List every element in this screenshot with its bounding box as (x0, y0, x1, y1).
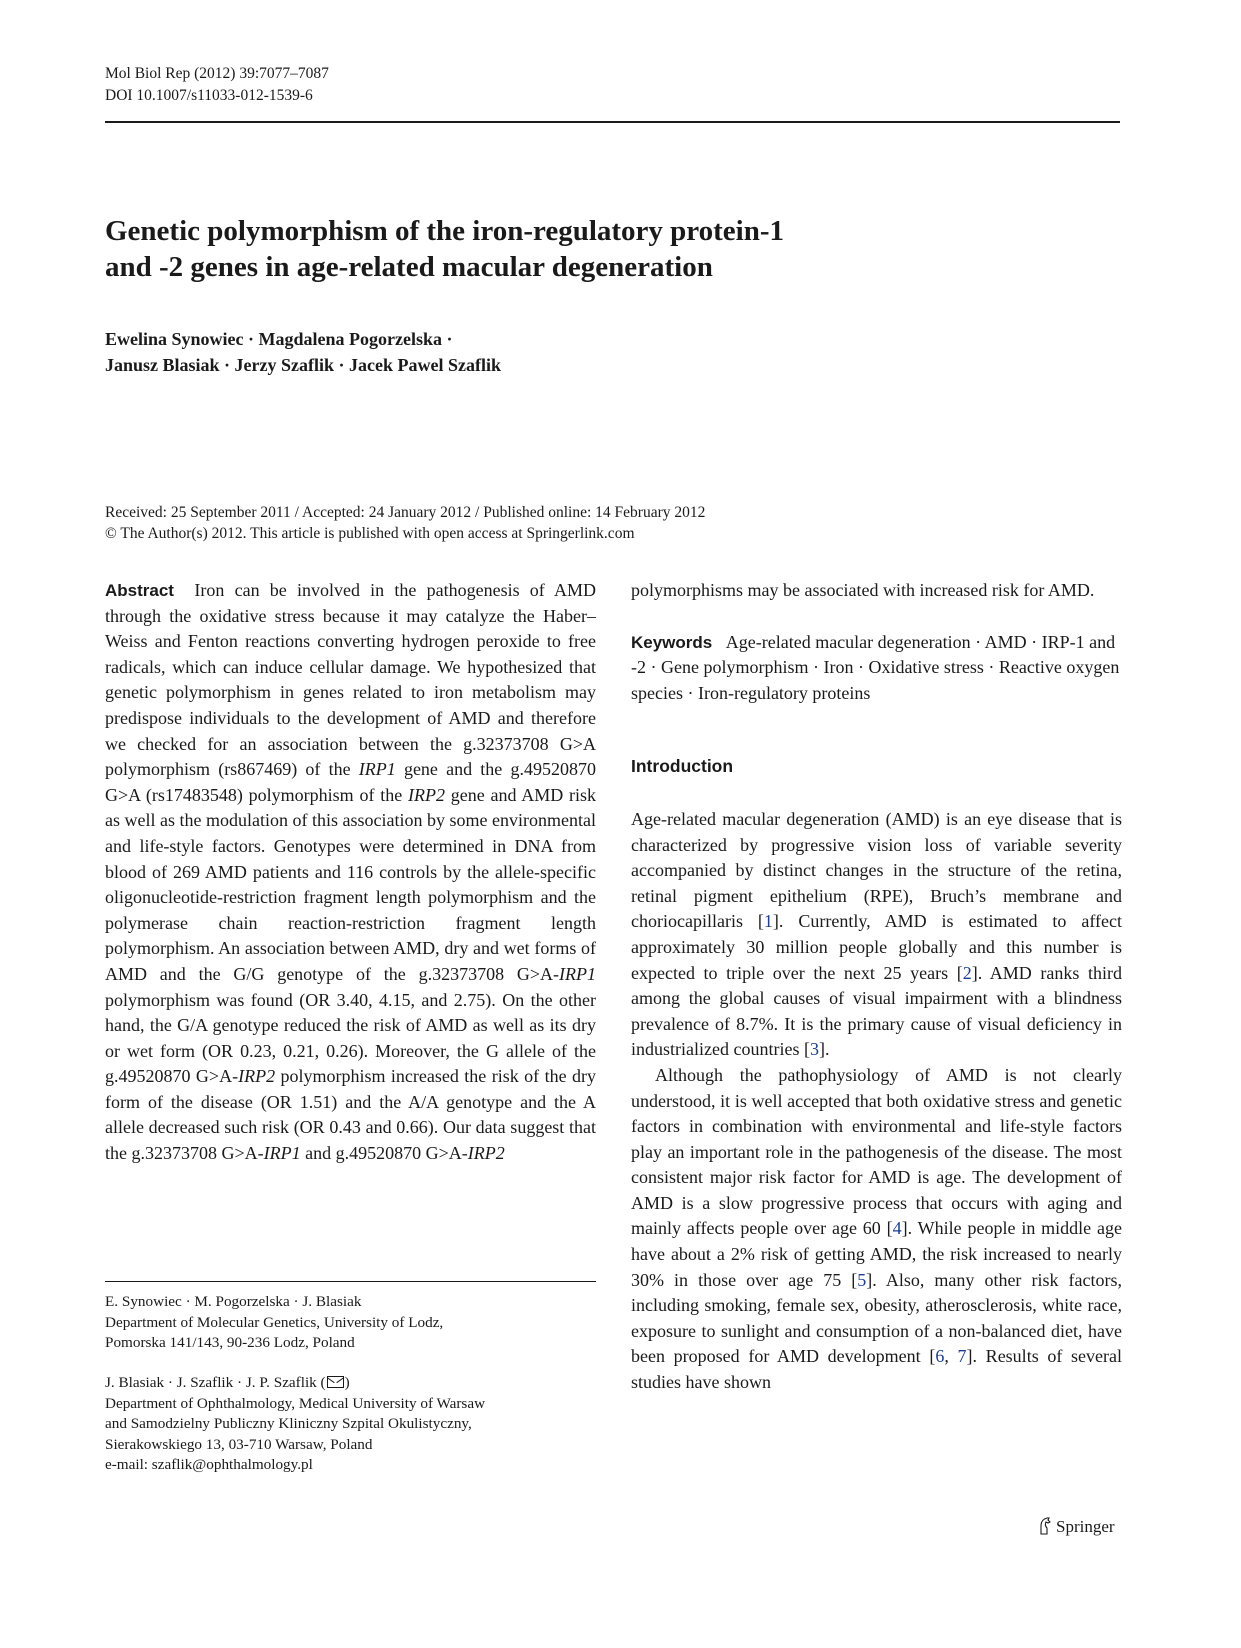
abstract-text: gene and the g.49520870 G>A (rs17483548) polymorphism of the (105, 759, 596, 805)
citation-link[interactable]: 7 (957, 1346, 967, 1367)
keywords-label: Keywords (631, 632, 713, 652)
citation-link[interactable]: 4 (892, 1218, 902, 1239)
footnote-rule (105, 1281, 596, 1282)
publication-dates (105, 502, 705, 544)
section-heading-introduction: Introduction (631, 756, 734, 777)
citation-link[interactable]: 3 (809, 1039, 819, 1060)
citation-link[interactable]: 2 (962, 962, 972, 983)
abstract-text: polymorphism was found (OR 3.40, 4.15, and 2.75). On the other hand, the G/A genotype reduced the risk of AMD as well as its dry or wet form (OR 0.23, 0.21, 0.26). Moreover, the G allele of the g.49520870 G>A- (105, 989, 596, 1087)
abstract-text: Iron can be involved in the pathogenesis of AMD through the oxidative stress because it may catalyze the Haber–Weiss and Fenton reactions converting hydrogen peroxide to free radicals, which can induce cellular damage. We hypothesized that genetic polymorphism in genes related to iron metabolism may predispose individuals to the development of AMD and therefore we checked for an association between the g.32373708 G>A polymorphism (rs867469) of the (105, 580, 596, 780)
abstract-continued: polymorphisms may be associated with increased risk for AMD. (631, 580, 1095, 600)
intro-text: ]. Results of several studies have shown (631, 1346, 1123, 1393)
doi: DOI 10.1007/s11033-012-1539-6 (105, 87, 313, 104)
intro-text: Age-related macular degeneration (AMD) is an eye disease that is characterized by progressive vision loss of variable severity accompanied by distinct changes in the structure of the retina, retinal pigment epithelium (RPE), Bruch’s membrane and choriocapillaris [ (631, 808, 1122, 932)
journal-citation: Mol Biol Rep (2012) 39:7077–7087 (105, 65, 329, 82)
keywords-text: Age-related macular degeneration · AMD · IRP-1 and -2 · Gene polymorphism · Iron · Oxidative stress · Reactive oxygen species · Iron-regulatory proteins (631, 631, 1120, 703)
abstract-label: Abstract (105, 581, 174, 600)
gene-name: IRP1 (559, 963, 596, 984)
authors-line-1: Ewelina Synowiec · Magdalena Pogorzelska · (105, 329, 453, 349)
publisher-name: Springer (1056, 1517, 1115, 1536)
publisher-logo (1038, 1516, 1115, 1538)
title-line-1: Genetic polymorphism of the iron-regulatory protein-1 (105, 215, 785, 247)
citation-link[interactable]: 6 (935, 1346, 945, 1367)
springer-horse-icon (1038, 1517, 1052, 1535)
intro-text: ]. While people in middle age have about a 2% risk of getting AMD, the risk increased to nearly 30% in those over age 75 [ (631, 1218, 1122, 1290)
affiliation-hospital: and Samodzielny Publiczny Kliniczny Szpital Okulistyczny, (105, 1415, 472, 1432)
introduction-body (631, 807, 1122, 1396)
envelope-icon (327, 1376, 344, 1388)
affiliation-authors: E. Synowiec · M. Pogorzelska · J. Blasiak (105, 1293, 362, 1310)
gene-name: IRP2 (238, 1066, 276, 1087)
left-column (105, 578, 596, 1167)
intro-paragraph-2 (631, 1063, 1122, 1396)
abstract-text: gene and AMD risk as well as the modulation of this association by some environmental and life-style factors. Genotypes were determined in DNA from blood of 269 AMD patients and 116 controls by the allele-specific oligonucleotide-restriction fragment length polymorphism and the polymerase chain reaction-restriction fragment length polymorphism. An association between AMD, dry and wet forms of AMD and the G/G genotype of the g.32373708 G>A- (105, 784, 596, 984)
affiliation-address: Sierakowskiego 13, 03-710 Warsaw, Poland (105, 1435, 373, 1453)
intro-paragraph-1 (631, 807, 1122, 1063)
affiliation-1 (105, 1292, 443, 1354)
intro-text: ]. AMD ranks third among the global causes of visual impairment with a blindness prevalence of 8.7%. It is the primary cause of visual deficiency in industrialized countries [ (631, 962, 1122, 1060)
article-title (105, 213, 1005, 285)
affiliation-authors (105, 1373, 485, 1394)
journal-header (105, 63, 329, 107)
affiliation-2 (105, 1373, 485, 1476)
intro-text: ]. Also, many other risk factors, including smoking, female sex, obesity, atherosclerosis, white race, exposure to sunlight and consumption of a non-balanced diet, have been proposed for AMD development [ (631, 1269, 1123, 1367)
affiliation-department: Department of Molecular Genetics, University of Lodz, (105, 1313, 444, 1331)
gene-name: IRP2 (467, 1143, 505, 1164)
abstract (105, 578, 596, 1167)
copyright-line: © The Author(s) 2012. This article is published with open access at Springerlink.com (105, 525, 635, 542)
intro-text: ]. (818, 1039, 830, 1060)
header-rule (105, 121, 1120, 123)
affiliation-authors-text: J. Blasiak · J. Szaflik · J. P. Szaflik ( (105, 1374, 326, 1391)
right-column (631, 578, 1122, 1396)
intro-text: Although the pathophysiology of AMD is not clearly understood, it is well accepted that both oxidative stress and genetic factors in combination with environmental and life-style factors play an important role in the pathogenesis of the disease. The most consistent major risk factor for AMD is age. The development of AMD is a slow progressive process that occurs with aging and mainly affects people over age 60 [ (631, 1064, 1122, 1239)
title-line-2: and -2 genes in age-related macular degeneration (105, 251, 713, 283)
dates-line: Received: 25 September 2011 / Accepted: 24 January 2012 / Published online: 14 February 2012 (105, 504, 706, 521)
abstract-text: and g.49520870 G>A- (300, 1143, 468, 1164)
author-list (105, 326, 501, 378)
citation-link[interactable]: 5 (857, 1269, 867, 1290)
gene-name: IRP1 (263, 1143, 301, 1164)
intro-text: , (944, 1346, 958, 1367)
affiliation-address: Pomorska 141/143, 90-236 Lodz, Poland (105, 1334, 355, 1351)
gene-name: IRP2 (407, 784, 445, 805)
affiliation-authors-end: ) (344, 1374, 350, 1391)
contact-email: e-mail: szaflik@ophthalmology.pl (105, 1456, 313, 1473)
citation-link[interactable]: 1 (763, 911, 773, 932)
abstract-text: polymorphism increased the risk of the dry form of the disease (OR 1.51) and the A/A genotype and the A allele decreased such risk (OR 0.43 and 0.66). Our data suggest that the g.32373708 G>A- (105, 1066, 596, 1164)
gene-name: IRP1 (358, 759, 396, 780)
affiliation-department: Department of Ophthalmology, Medical University of Warsaw (105, 1394, 486, 1412)
intro-text: ]. Currently, AMD is estimated to affect approximately 30 million people globally and this number is expected to triple over the next 25 years [ (631, 911, 1123, 983)
authors-line-2: Janusz Blasiak · Jerzy Szaflik · Jacek Pawel Szaflik (105, 355, 501, 375)
keywords (631, 630, 1122, 707)
